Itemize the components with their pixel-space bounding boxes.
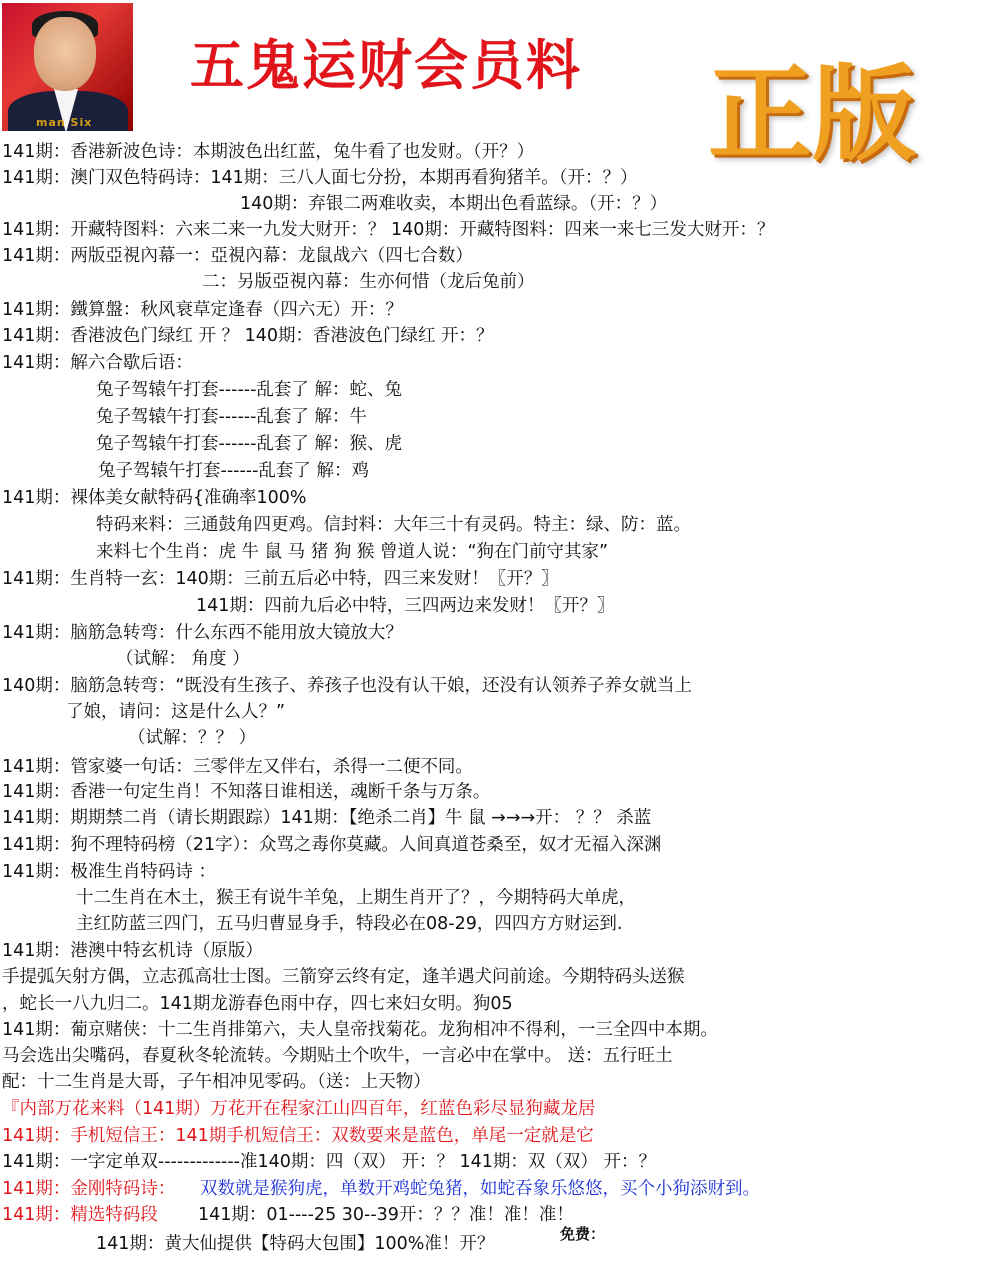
text-line: 141期：香港一句定生肖！不知落日谁相送，魂断千条与万条。 — [2, 782, 491, 802]
text-line: 141期：01----25 30--39开：？？准！准！准！ — [198, 1205, 574, 1225]
text-line: 141期：四前九后必中特，三四两边来发财！〖开？〗 — [196, 596, 615, 616]
text-line: 了娘，请问：这是什么人？” — [66, 702, 286, 722]
text-line: 十二生肖在木土，猴王有说牛羊兔，上期生肖开了？，今期特码大单虎， — [76, 888, 636, 908]
text-line: 马会选出尖嘴码，春夏秋冬轮流转。今期贴土个吹牛，一言必中在掌中。 送：五行旺土 — [2, 1046, 673, 1066]
text-line: 141期：两版亞視內幕一：亞視內幕：龙鼠战六（四七合数） — [2, 246, 473, 266]
text-line: 141期：狗不理特码榜（21字）：众骂之毒你莫藏。人间真道苍桑至，奴才无福入深渊 — [2, 835, 662, 855]
text-line: 二：另版亞視內幕：生亦何惜（龙后兔前） — [202, 272, 535, 292]
text-line: （试解：？？ ） — [128, 728, 257, 748]
text-line: 免费： — [560, 1225, 606, 1243]
text-line: 141期：极准生肖特码诗 ： — [2, 862, 216, 882]
text-line: 141期：港澳中特玄机诗（原版） — [2, 941, 263, 961]
text-line-red: 『内部万花来料（141期）万花开在程家江山四百年，红蓝色彩尽显狗藏龙居 — [2, 1099, 596, 1119]
page-title: 五鬼运财会员料 — [190, 33, 582, 97]
text-line: 141期：脑筋急转弯：什么东西不能用放大镜放大？ — [2, 623, 403, 643]
text-line: 141期：管家婆一句话：三零伴左又伴右，杀得一二便不同。 — [2, 757, 473, 777]
text-line: 手提弧矢射方偶，立志孤高壮士图。三箭穿云终有定，逢羊遇犬问前途。今期特码头送猴 — [2, 967, 685, 987]
text-line: （试解： 角度 ） — [116, 649, 250, 669]
text-line-red: 141期：金刚特码诗： — [2, 1179, 176, 1199]
text-line: 141期：香港波色门绿红 开 ？ 140期：香港波色门绿红 开：？ — [2, 326, 494, 346]
text-line: 来料七个生肖：虎 牛 鼠 马 猪 狗 猴 曾道人说：“狗在门前守其家” — [96, 542, 609, 562]
text-line: 141期：开藏特图料：六来二来一九发大财开：？ 140期：开藏特图料：四来一来七三发大财开：？ — [2, 220, 775, 240]
photo-watermark: man Six — [36, 116, 93, 129]
portrait-photo — [2, 3, 133, 131]
text-line: 141期：生肖特一玄：140期：三前五后必中特，四三来发财！〖开？〗 — [2, 569, 559, 589]
text-line: 141期：一字定单双-------------准140期：四（双） 开：？ 141期：双（双） 开：？ — [2, 1152, 656, 1172]
text-line: 配：十二生肖是大哥，子午相冲见零码。（送：上天物） — [2, 1072, 431, 1092]
text-line: 主红防蓝三四门，五马归曹显身手，特段必在08-29，四四方方财运到. — [76, 914, 623, 934]
authentic-stamp: 正版 — [708, 52, 917, 175]
text-line-blue: 双数就是猴狗虎，单数开鸡蛇兔猪，如蛇吞象乐悠悠，买个小狗添财到。 — [200, 1179, 760, 1199]
text-line: 141期：鐵算盤：秋风衰草定逢春（四六无）开：？ — [2, 300, 403, 320]
text-line-red: 141期：手机短信王：141期手机短信王：双数要来是蓝色，单尾一定就是它 — [2, 1126, 594, 1146]
text-line: 特码来料：三通鼓角四更鸡。信封料：大年三十有灵码。特主：绿、防：蓝。 — [96, 515, 691, 535]
text-line: 141期：澳门双色特码诗：141期：三八人面七分扮，本期再看狗猪羊。（开：？） — [2, 168, 638, 188]
text-line: 141期：葡京赌侠：十二生肖排第六，夫人皇帝找菊花。龙狗相冲不得利，一三全四中本期。 — [2, 1020, 718, 1040]
text-line: 141期：香港新波色诗：本期波色出红蓝，兔牛看了也发财。（开？） — [2, 142, 535, 162]
text-line: 141期：解六合歇后语： — [2, 353, 193, 373]
text-line: 141期：黄大仙提供【特码大包围】100%准！开？ — [96, 1234, 495, 1254]
text-line: 兔子驾辕午打套------乱套了 解：牛 — [96, 407, 367, 427]
text-line: ，蛇长一八九归二。141期龙游春色雨中存，四七来妇女明。狗05 — [2, 994, 513, 1014]
text-line-red: 141期：精选特码段 — [2, 1205, 158, 1225]
portrait-face — [34, 17, 96, 91]
text-line: 141期：期期禁二肖（请长期跟踪）141期：【绝杀二肖】牛 鼠 →→→开： ？？ 杀蓝 — [2, 808, 652, 828]
text-line: 兔子驾辕午打套------乱套了 解：蛇、兔 — [96, 380, 402, 400]
text-line: 140期：脑筋急转弯：“既没有生孩子、养孩子也没有认干娘，还没有认领养子养女就当上 — [2, 676, 692, 696]
text-line: 140期：弃银二两难收卖，本期出色看蓝绿。（开：？） — [240, 194, 668, 214]
text-line: 141期：裸体美女献特码{准确率100% — [2, 488, 307, 508]
text-line: 兔子驾辕午打套------乱套了 解：猴、虎 — [96, 434, 402, 454]
text-line: 兔子驾辕午打套------乱套了 解：鸡 — [98, 461, 369, 481]
